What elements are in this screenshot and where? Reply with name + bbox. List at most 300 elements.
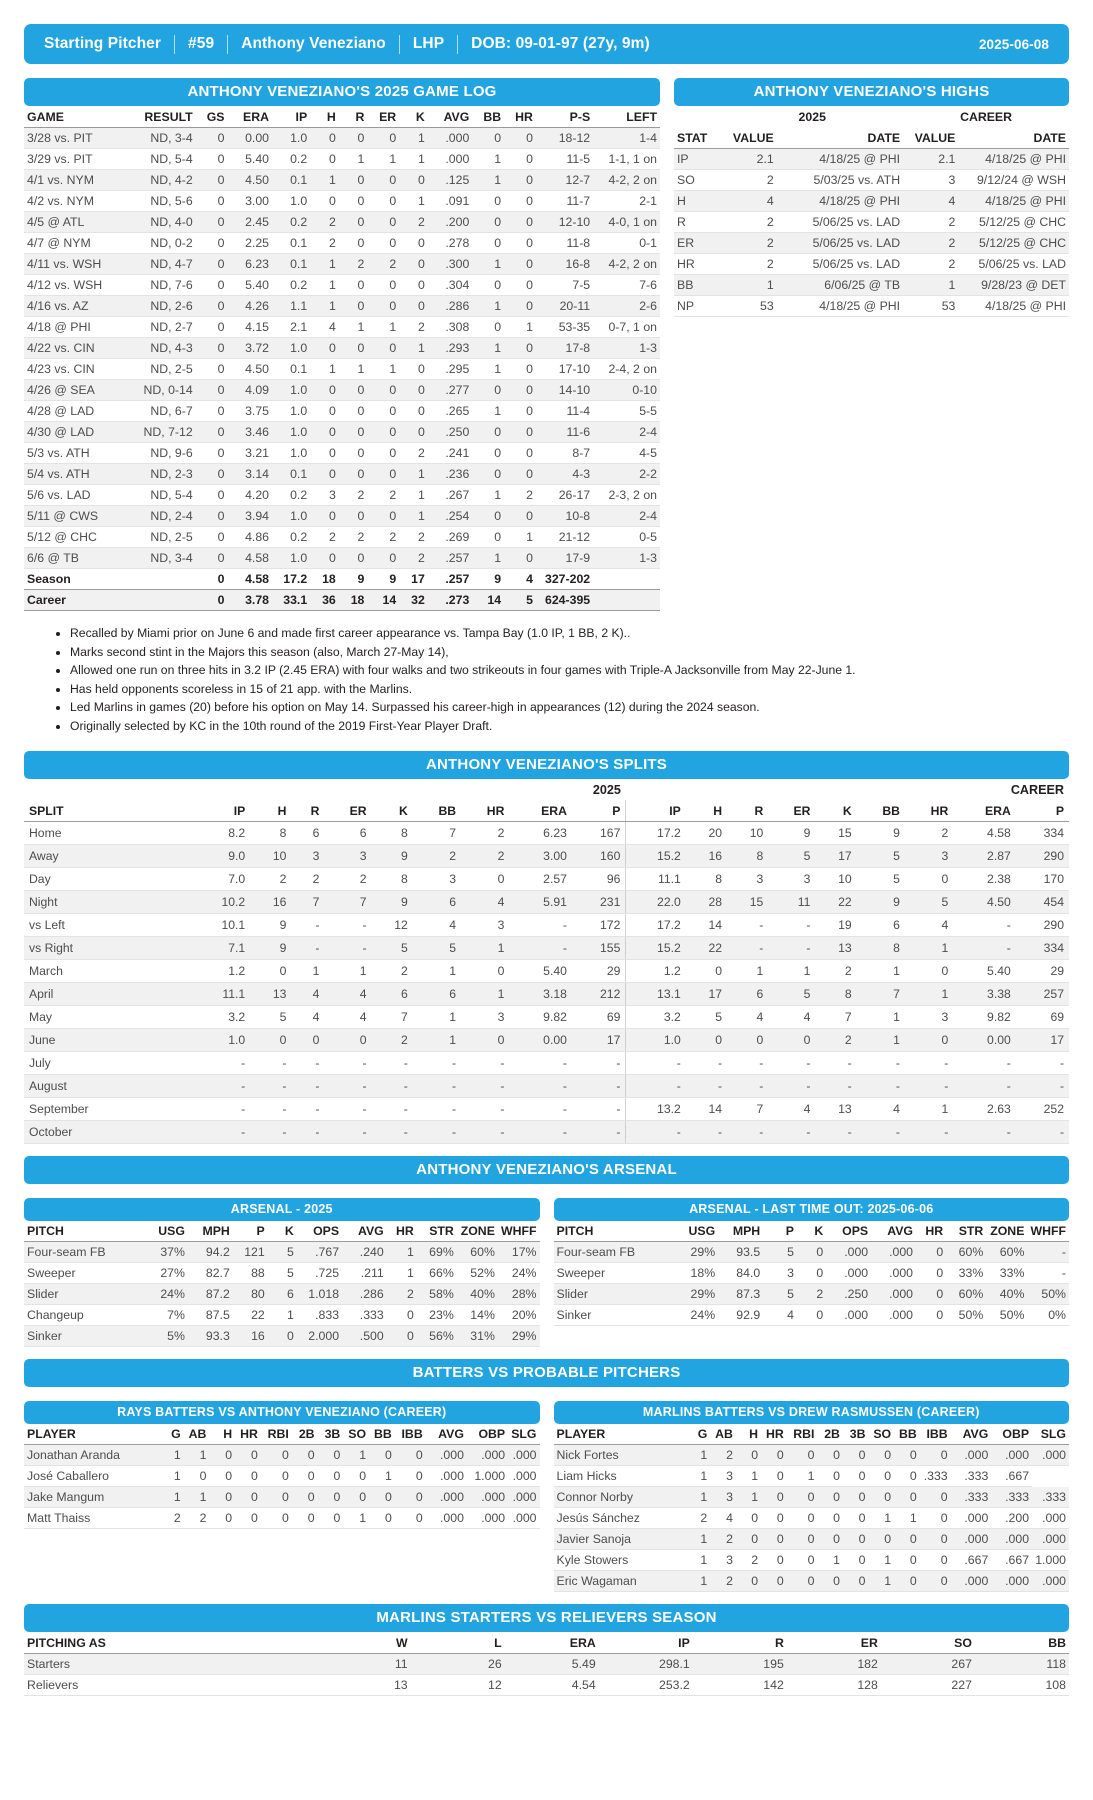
cell: 1-3 [593,548,660,569]
cell: 2 [736,1550,761,1571]
cell: 0 [504,296,536,317]
cell: 5 [268,1263,297,1284]
cell: 17-9 [536,548,593,569]
column-header-zone: ZONE [457,1221,498,1242]
batters-title: BATTERS VS PROBABLE PITCHERS [24,1359,1069,1387]
cell: 9.82 [953,1006,1016,1029]
cell: 1 [868,1571,894,1592]
cell: 5/03/25 vs. ATH [777,170,903,191]
cell: 0 [843,1487,869,1508]
cell: 13 [317,1675,411,1696]
column-header-ab: AB [710,1424,736,1445]
column-header-hr: HR [387,1221,417,1242]
cell: 17-8 [536,338,593,359]
cell: 0 [292,1445,318,1466]
splits-header-row [24,800,1069,822]
cell: 4/28 @ LAD [24,401,126,422]
cell: IP [674,149,721,170]
cell: 2 [310,233,339,254]
cell: 1 [184,1487,210,1508]
column-header-str: STR [946,1221,986,1242]
column-header-era: ERA [509,800,572,822]
cell: 4 [310,317,339,338]
cell: 0 [472,212,504,233]
cell: 7-5 [536,275,593,296]
cell: 8 [857,937,905,960]
cell: 0 [196,527,228,548]
cell: 170 [1016,868,1069,891]
cell: 0 [761,1550,787,1571]
cell: 32 [399,590,428,611]
cell: 0 [920,1529,951,1550]
column-header-rbi: RBI [261,1424,292,1445]
cell: 0 [339,296,368,317]
cell: 4 [857,1098,905,1121]
cell: 6.23 [228,254,273,275]
splits-section [24,751,1069,1144]
cell: 4/18/25 @ PHI [958,296,1069,317]
cell: ND, 2-5 [126,359,196,380]
cell: 0 [209,1487,235,1508]
cell: .000 [426,1466,467,1487]
cell: 3.75 [228,401,273,422]
cell: 33% [946,1263,986,1284]
cell: 0 [250,1029,291,1052]
column-header-so: SO [881,1632,975,1654]
batters-left-body [24,1445,540,1529]
splits-row-label: Day [24,868,191,891]
cell: .667 [991,1550,1032,1571]
cell: 5 [686,1006,727,1029]
cell: 18% [673,1263,718,1284]
cell: .333 [951,1466,992,1487]
cell: 17 [399,569,428,590]
cell: 9 [250,937,291,960]
cell: 4 [721,191,776,212]
cell: 12 [411,1675,505,1696]
cell: 0-10 [593,380,660,401]
cell: 0 [504,275,536,296]
cell: 1 [367,359,399,380]
cell: ND, 4-3 [126,338,196,359]
cell: 2 [903,254,958,275]
cell: 0 [472,527,504,548]
cell: 0 [367,170,399,191]
cell: 1 [472,254,504,275]
cell: 0 [504,422,536,443]
splits-row-label: vs Right [24,937,191,960]
column-header-ip: IP [272,106,310,128]
column-header-g: G [685,1424,710,1445]
column-header-stat: STAT [674,127,721,149]
arsenal-season-row [24,1242,540,1263]
cell: 7.1 [191,937,250,960]
column-header-avg: AVG [871,1221,916,1242]
column-header-ops: OPS [297,1221,342,1242]
cell: 267 [881,1654,975,1675]
cell: ND, 9-6 [126,443,196,464]
cell: R [674,212,721,233]
cell: .000 [508,1466,539,1487]
cell: 14 [686,914,727,937]
cell: 4 [324,1006,371,1029]
cell: 0.1 [272,359,310,380]
cell: 0 [367,548,399,569]
cell: ND, 4-2 [126,170,196,191]
cell: Slider [554,1284,674,1305]
cell: .000 [426,1445,467,1466]
cell: .254 [428,506,473,527]
cell: .091 [428,191,473,212]
cell: 18-12 [536,128,593,149]
cell: 1.2 [626,960,686,983]
starters-table [24,1632,1069,1696]
arsenal-season-body [24,1242,540,1347]
cell: 3 [310,485,339,506]
cell: 18 [310,569,339,590]
cell: 94.2 [188,1242,233,1263]
cell: 2-1 [593,191,660,212]
cell: 0 [504,191,536,212]
cell: ND, 6-7 [126,401,196,422]
cell: 4/23 vs. CIN [24,359,126,380]
cell: 0 [461,868,509,891]
cell: - [372,1098,413,1121]
cell: Matt Thaiss [24,1508,158,1529]
cell: 1 [685,1445,710,1466]
note-item: • Recalled by Miami prior on June 6 and made first career appearance vs. Tampa Bay (1.0 IP, 1 BB, 2 K).. [70,625,1069,643]
cell: - [191,1075,250,1098]
column-header-bb: BB [413,800,461,822]
column-header-k: K [815,800,856,822]
cell: Kyle Stowers [554,1550,686,1571]
cell: BB [674,275,721,296]
cell: 92.9 [718,1305,763,1326]
cell: 0% [1027,1305,1069,1326]
cell: 0 [339,275,368,296]
column-header-bb: BB [894,1424,920,1445]
splits-row-label: July [24,1052,191,1075]
cell: 5/6 vs. LAD [24,485,126,506]
cell: 13.1 [626,983,686,1006]
cell: 2 [710,1529,736,1550]
cell: 2 [339,254,368,275]
cell: 0 [196,359,228,380]
cell: 0 [843,1445,869,1466]
cell: - [250,1121,291,1144]
cell: - [291,1052,324,1075]
cell: 0 [196,443,228,464]
cell: 11 [768,891,815,914]
cell: 2 [399,527,428,548]
cell: 3.00 [228,191,273,212]
cell: 80 [233,1284,268,1305]
cell: 1.0 [272,191,310,212]
cell: 40% [986,1284,1027,1305]
splits-row [24,1098,1069,1121]
cell: 2-3, 2 on [593,485,660,506]
cell: 1.0 [272,338,310,359]
cell: 0 [686,960,727,983]
cell: - [191,1121,250,1144]
cell: 2 [324,868,371,891]
cell: 1 [343,1445,369,1466]
column-header-k: K [372,800,413,822]
cell: - [953,914,1016,937]
cell: - [1027,1242,1069,1263]
column-header-avg: AVG [951,1424,992,1445]
cell: 14-10 [536,380,593,401]
cell: 0 [196,485,228,506]
column-header-ops: OPS [826,1221,871,1242]
cell: 1 [399,464,428,485]
cell: Eric Wagaman [554,1571,686,1592]
cell: ND, 2-6 [126,296,196,317]
cell: 1 [736,1487,761,1508]
cell: 29 [1016,960,1069,983]
column-header-game: GAME [24,106,126,128]
cell: 6/06/25 @ TB [777,275,903,296]
cell: ND, 4-0 [126,212,196,233]
cell: 0 [504,254,536,275]
cell: 0 [504,380,536,401]
cell: 1 [857,1029,905,1052]
note-item: • Marks second stint in the Majors this season (also, March 27-May 14), [70,644,1069,662]
cell: 2.000 [297,1326,342,1347]
cell: 3.94 [228,506,273,527]
cell: 0 [367,506,399,527]
cell: 10 [727,822,768,845]
batters-left-header-row [24,1424,540,1445]
column-header-era: ERA [505,1632,599,1654]
cell: - [324,1098,371,1121]
cell: 2 [339,485,368,506]
cell: 0 [395,1466,426,1487]
cell: 0 [235,1466,261,1487]
batters-right-row [554,1550,1070,1571]
cell: 0 [318,1445,344,1466]
arsenal-season-row [24,1263,540,1284]
cell: 0 [817,1487,843,1508]
cell: 5 [250,1006,291,1029]
cell: 0 [399,275,428,296]
cell: - [1027,1263,1069,1284]
cell: 0 [920,1445,951,1466]
cell: Connor Norby [554,1487,686,1508]
cell: Jesús Sánchez [554,1508,686,1529]
cell: 8 [250,822,291,845]
cell: 7 [372,1006,413,1029]
cell: 4/18/25 @ PHI [777,149,903,170]
column-header-h: H [736,1424,761,1445]
cell: 1 [472,359,504,380]
cell: .767 [297,1242,342,1263]
cell: 3 [903,170,958,191]
cell: 3.14 [228,464,273,485]
game-log-row [24,317,660,338]
cell: ND, 4-7 [126,254,196,275]
highs-row [674,296,1069,317]
column-header-era: ERA [953,800,1016,822]
cell: 0 [894,1445,920,1466]
cell: 1 [768,960,815,983]
cell: 0.1 [272,254,310,275]
cell: 1 [472,338,504,359]
cell: 1 [387,1242,417,1263]
column-header-left: LEFT [593,106,660,128]
game-log-row [24,380,660,401]
splits-row-label: May [24,1006,191,1029]
cell: 11 [317,1654,411,1675]
cell: .240 [342,1242,387,1263]
cell: ND, 2-4 [126,506,196,527]
column-header-ip: IP [599,1632,693,1654]
cell: .000 [826,1242,871,1263]
cell: 4/18/25 @ PHI [958,191,1069,212]
cell: 0 [292,1466,318,1487]
cell: 1.000 [1032,1550,1069,1571]
cell: 0 [367,464,399,485]
splits-row [24,891,1069,914]
column-header-date: DATE [958,127,1069,149]
cell: 3/29 vs. PIT [24,149,126,170]
note-item: • Led Marlins in games (20) before his option on May 14. Surpassed his career-high in appearances (12) during the 2024 season. [70,699,1069,717]
starters-body [24,1654,1069,1696]
cell: 36 [310,590,339,611]
cell: 5/4 vs. ATH [24,464,126,485]
header-bar [24,24,1069,64]
cell: - [413,1052,461,1075]
column-header-player: PLAYER [554,1424,686,1445]
cell: 1 [905,1098,953,1121]
cell: 0 [367,422,399,443]
header-role: Starting Pitcher [44,35,162,52]
cell: 87.5 [188,1305,233,1326]
cell: 4/11 vs. WSH [24,254,126,275]
cell: 1 [369,1466,395,1487]
cell: 2-4 [593,506,660,527]
cell: 4/26 @ SEA [24,380,126,401]
cell: - [250,1075,291,1098]
cell: 0 [196,212,228,233]
column-header-r: R [727,800,768,822]
cell: .667 [951,1550,992,1571]
cell: .265 [428,401,473,422]
cell: 18 [339,590,368,611]
cell: 1 [787,1466,818,1487]
cell: 0 [310,422,339,443]
batters-right-row [554,1466,1070,1487]
cell: Starters [24,1654,317,1675]
cell: 1 [472,149,504,170]
cell: 4/18 @ PHI [24,317,126,338]
cell: 22 [233,1305,268,1326]
cell: 17.2 [626,822,686,845]
cell: 1 [399,338,428,359]
cell: 0 [318,1508,344,1529]
cell: .286 [428,296,473,317]
cell: 0 [369,1487,395,1508]
cell: 2-6 [593,296,660,317]
splits-row [24,868,1069,891]
cell: 4.58 [953,822,1016,845]
cell: ND, 3-4 [126,128,196,149]
cell: 5 [768,845,815,868]
cell: - [509,1098,572,1121]
column-header-bb: BB [857,800,905,822]
cell: 3.38 [953,983,1016,1006]
cell: 0 [196,338,228,359]
cell: 1 [857,960,905,983]
cell: HR [674,254,721,275]
cell: - [626,1052,686,1075]
arsenal-lasttime-row [554,1284,1070,1305]
note-item: • Has held opponents scoreless in 15 of 21 app. with the Marlins. [70,681,1069,699]
game-log-row [24,485,660,506]
cell: 0 [196,401,228,422]
cell: 0 [196,128,228,149]
cell: 66% [417,1263,457,1284]
cell: 0.2 [272,149,310,170]
column-header-h: H [310,106,339,128]
cell: 2 [372,1029,413,1052]
cell: 17 [1016,1029,1069,1052]
cell: 0 [324,1029,371,1052]
cell: 23% [417,1305,457,1326]
cell: 290 [1016,845,1069,868]
column-header-k: K [399,106,428,128]
cell: - [727,1052,768,1075]
cell: 0 [367,296,399,317]
cell: 0 [736,1529,761,1550]
cell: 87.2 [188,1284,233,1305]
cell: 0 [310,548,339,569]
cell: 1 [158,1445,184,1466]
cell: 9 [250,914,291,937]
cell: 155 [572,937,626,960]
game-log-row [24,527,660,548]
cell: 6 [413,891,461,914]
cell: .000 [508,1508,539,1529]
cell: 0 [367,401,399,422]
cell: - [953,1121,1016,1144]
starters-row [24,1654,1069,1675]
cell: 3 [413,868,461,891]
cell: 0 [843,1466,869,1487]
cell: 14 [472,590,504,611]
cell: - [626,1121,686,1144]
cell: 50% [946,1305,986,1326]
cell [126,590,196,611]
column-header-k: K [797,1221,826,1242]
cell: 15.2 [626,937,686,960]
cell: 11-7 [536,191,593,212]
cell: 0 [261,1508,292,1529]
cell: 1 [399,485,428,506]
highs-body [674,149,1069,317]
column-header-hr: HR [504,106,536,128]
cell: 167 [572,822,626,845]
cell: 93.5 [718,1242,763,1263]
cell: 0.2 [272,212,310,233]
cell: 0 [472,380,504,401]
cell: .000 [426,1508,467,1529]
cell: 0 [196,569,228,590]
cell: - [953,1052,1016,1075]
cell: 1.0 [626,1029,686,1052]
cell: 2 [710,1571,736,1592]
cell: 16 [250,891,291,914]
